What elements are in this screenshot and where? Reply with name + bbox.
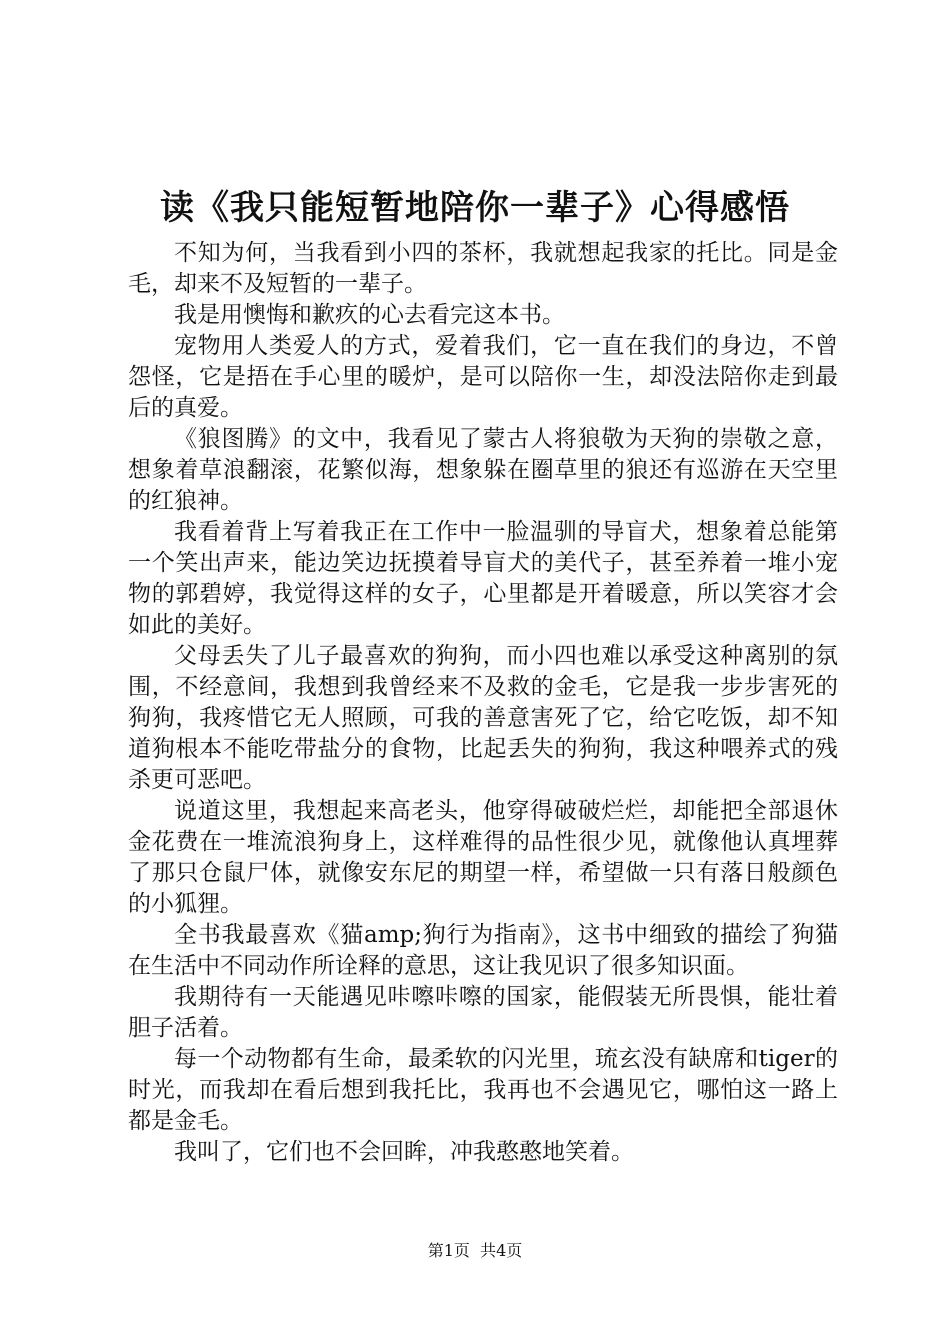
page-total: 共4页 xyxy=(480,1241,523,1260)
paragraph-3: 宠物用人类爱人的方式，爱着我们，它一直在我们的身边，不曾怨怪，它是捂在手心里的暖炉，是可以陪你一生，却没法陪你走到最后的真爱。 xyxy=(128,333,838,421)
paragraph-11: 我叫了，它们也不会回眸，冲我憨憨地笑着。 xyxy=(174,1139,634,1165)
paragraph-8: 全书我最喜欢《猫amp;狗行为指南》，这书中细致的描绘了狗猫在生活中不同动作所诠释的意思，这让我见识了很多知识面。 xyxy=(128,922,838,979)
paragraph-4: 《狼图腾》的文中，我看见了蒙古人将狼敬为天狗的崇敬之意，想象着草浪翻滚，花繁似海，想象躲在圈草里的狼还有巡游在天空里的红狼神。 xyxy=(128,426,838,514)
document-title: 读《我只能短暂地陪你一辈子》心得感悟 xyxy=(160,188,790,228)
page-footer xyxy=(0,1240,950,1262)
paragraph-1: 不知为何，当我看到小四的茶杯，我就想起我家的托比。同是金毛，却来不及短暂的一辈子。 xyxy=(128,240,838,297)
paragraph-6: 父母丢失了儿子最喜欢的狗狗，而小四也难以承受这种离别的氛围，不经意间，我想到我曾经来不及救的金毛，它是我一步步害死的狗狗，我疼惜它无人照顾，可我的善意害死了它，给它吃饭，却不知道狗根本不能吃带盐分的食物，比起丢失的狗狗，我这种喂养式的残杀更可恶吧。 xyxy=(128,643,838,793)
paragraph-10: 每一个动物都有生命，最柔软的闪光里，琉玄没有缺席和tiger的时光，而我却在看后想到我托比，我再也不会遇见它，哪怕这一路上都是金毛。 xyxy=(128,1046,838,1134)
paragraph-5: 我看着背上写着我正在工作中一脸温驯的导盲犬，想象着总能第一个笑出声来，能边笑边抚摸着导盲犬的美代子，甚至养着一堆小宠物的郭碧婷，我觉得这样的女子，心里都是开着暖意，所以笑容才会如此的美好。 xyxy=(128,519,838,638)
paragraph-2: 我是用懊悔和歉疚的心去看完这本书。 xyxy=(174,302,565,328)
document-body xyxy=(128,238,838,1168)
page-number: 第1页 xyxy=(427,1241,470,1260)
paragraph-9: 我期待有一天能遇见咔嚓咔嚓的国家，能假装无所畏惧，能壮着胆子活着。 xyxy=(128,984,838,1041)
paragraph-7: 说道这里，我想起来高老头，他穿得破破烂烂，却能把全部退休金花费在一堆流浪狗身上，这样难得的品性很少见，就像他认真埋葬了那只仓鼠尸体，就像安东尼的期望一样，希望做一只有落日般颜色的小狐狸。 xyxy=(128,798,838,917)
